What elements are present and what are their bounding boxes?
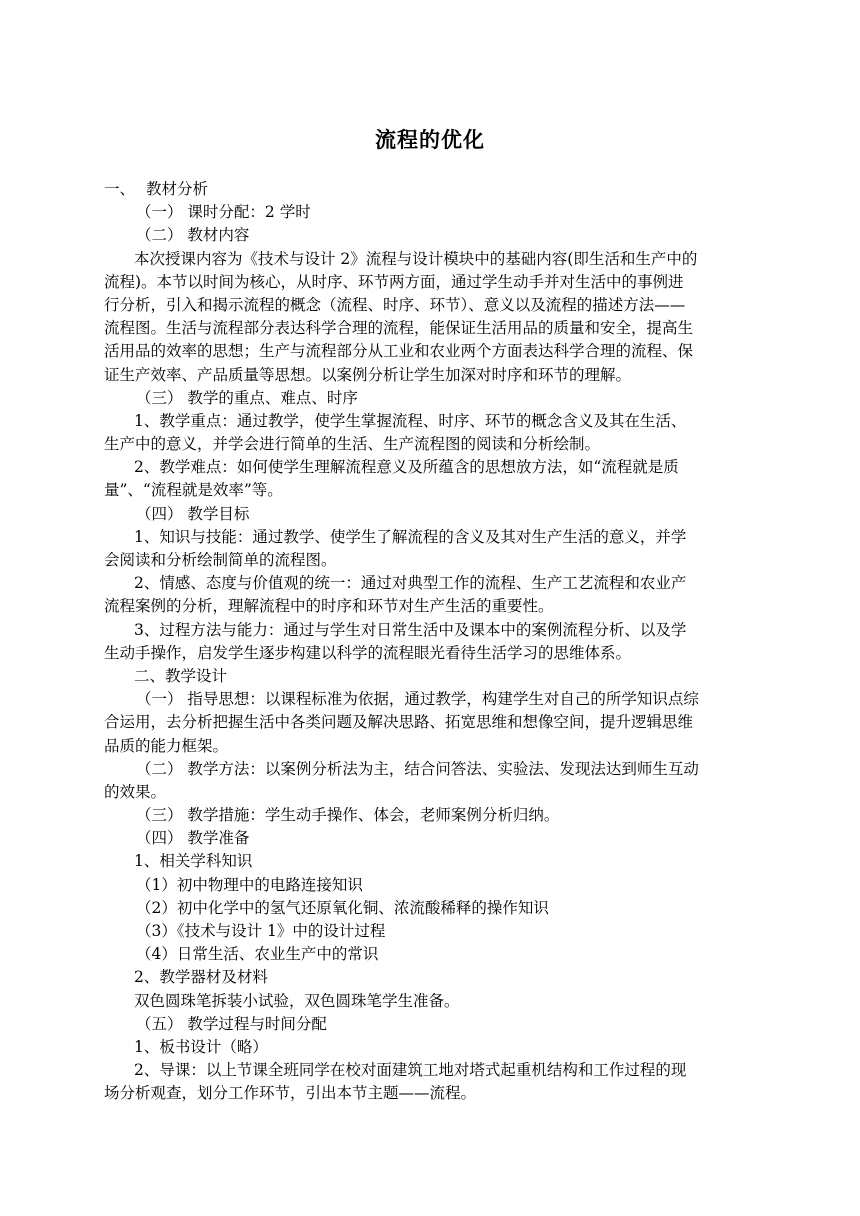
subsection-heading: （一） 课时分配：2 学时 xyxy=(136,203,311,222)
paragraph-line: （二） 教学方法：以案例分析法为主，结合问答法、实验法、发现法达到师生互动 xyxy=(136,759,699,778)
paragraph-line: 生动手操作，启发学生逐步构建以科学的流程眼光看待生活学习的思维体系。 xyxy=(104,643,632,662)
section-heading: 二、教学设计 xyxy=(134,666,228,685)
document-title: 流程的优化 xyxy=(375,128,485,152)
paragraph-line: 3、过程方法与能力：通过与学生对日常生活中及课本中的案例流程分析、以及学 xyxy=(134,620,687,639)
section-heading xyxy=(104,178,756,201)
subsection-heading: （二） 教材内容 xyxy=(136,226,250,245)
subsection-heading: （五） 教学过程与时间分配 xyxy=(136,1014,327,1033)
paragraph-line: 生产中的意义，并学会进行简单的生活、生产流程图的阅读和分析绘制。 xyxy=(104,435,601,454)
paragraph-line: （三） 教学措施：学生动手操作、体会，老师案例分析归纳。 xyxy=(136,806,560,825)
paragraph-line: 1、教学重点：通过教学，使学生掌握流程、时序、环节的概念含义及其在生活、 xyxy=(134,411,687,430)
paragraph-line: 活用品的效率的思想；生产与流程部分从工业和农业两个方面表达科学合理的流程、保 xyxy=(104,342,694,361)
paragraph-line: 2、教学难点：如何使学生理解流程意义及所蕴含的思想放方法，如“流程就是质 xyxy=(134,458,679,477)
document-body xyxy=(104,178,756,1106)
list-item: （4）日常生活、农业生产中的常识 xyxy=(136,945,379,964)
paragraph-line: 的效果。 xyxy=(104,782,167,801)
list-heading: 1、相关学科知识 xyxy=(134,852,253,871)
paragraph-line: 双色圆珠笔拆装小试验，双色圆珠笔学生准备。 xyxy=(134,991,460,1010)
subsection-heading: （三） 教学的重点、难点、时序 xyxy=(136,388,358,407)
subsection-heading: （四） 教学目标 xyxy=(136,504,250,523)
list-item: （2）初中化学中的氢气还原氧化铜、浓流酸稀释的操作知识 xyxy=(136,898,549,917)
paragraph-line: 会阅读和分析绘制简单的流程图。 xyxy=(104,551,337,569)
paragraph-line: 2、情感、态度与价值观的统一：通过对典型工作的流程、生产工艺流程和农业产 xyxy=(134,574,687,593)
paragraph-line: 合运用，去分析把握生活中各类问题及解决思路、拓宽思维和想像空间，提升逻辑思维 xyxy=(104,713,694,732)
paragraph-line: （一） 指导思想：以课程标准为依据，通过教学，构建学生对自己的所学知识点综 xyxy=(136,690,699,709)
section-heading-text: 教材分析 xyxy=(146,180,209,198)
paragraph-line: 量”、“流程就是效率”等。 xyxy=(104,481,283,500)
list-item: （3）《技术与设计 1》中的设计过程 xyxy=(136,922,386,940)
section-number: 一、 xyxy=(104,180,136,198)
paragraph-line: 1、板书设计（略） xyxy=(134,1037,268,1056)
paragraph-line: 场分析观查，划分工作环节，引出本节主题——流程。 xyxy=(104,1084,477,1103)
paragraph-line: 证生产效率、产品质量等思想。以案例分析让学生加深对时序和环节的理解。 xyxy=(104,365,632,384)
paragraph-line: 品质的能力框架。 xyxy=(104,736,229,755)
paragraph-line: 流程图。生活与流程部分表达科学合理的流程，能保证生活用品的质量和安全，提高生 xyxy=(104,319,694,338)
paragraph-line: 行分析，引入和揭示流程的概念（流程、时序、环节）、意义以及流程的描述方法—— xyxy=(104,295,686,314)
paragraph-line: 流程)。本节以时间为核心，从时序、环节两方面，通过学生动手并对生活中的事例进 xyxy=(104,272,684,291)
paragraph-line: 本次授课内容为《技术与设计 2》流程与设计模块中的基础内容(即生活和生产中的 xyxy=(134,249,698,268)
paragraph-line: 1、知识与技能：通过教学、使学生了解流程的含义及其对生产生活的意义，并学 xyxy=(134,527,687,546)
paragraph-line: 2、导课：以上节课全班同学在校对面建筑工地对塔式起重机结构和工作过程的现 xyxy=(134,1061,687,1080)
list-item: （1）初中物理中的电路连接知识 xyxy=(136,875,363,894)
paragraph-line: 流程案例的分析，理解流程中的时序和环节对生产生活的重要性。 xyxy=(104,597,554,616)
list-heading: 2、教学器材及材料 xyxy=(134,968,268,987)
subsection-heading: （四） 教学准备 xyxy=(136,829,250,848)
